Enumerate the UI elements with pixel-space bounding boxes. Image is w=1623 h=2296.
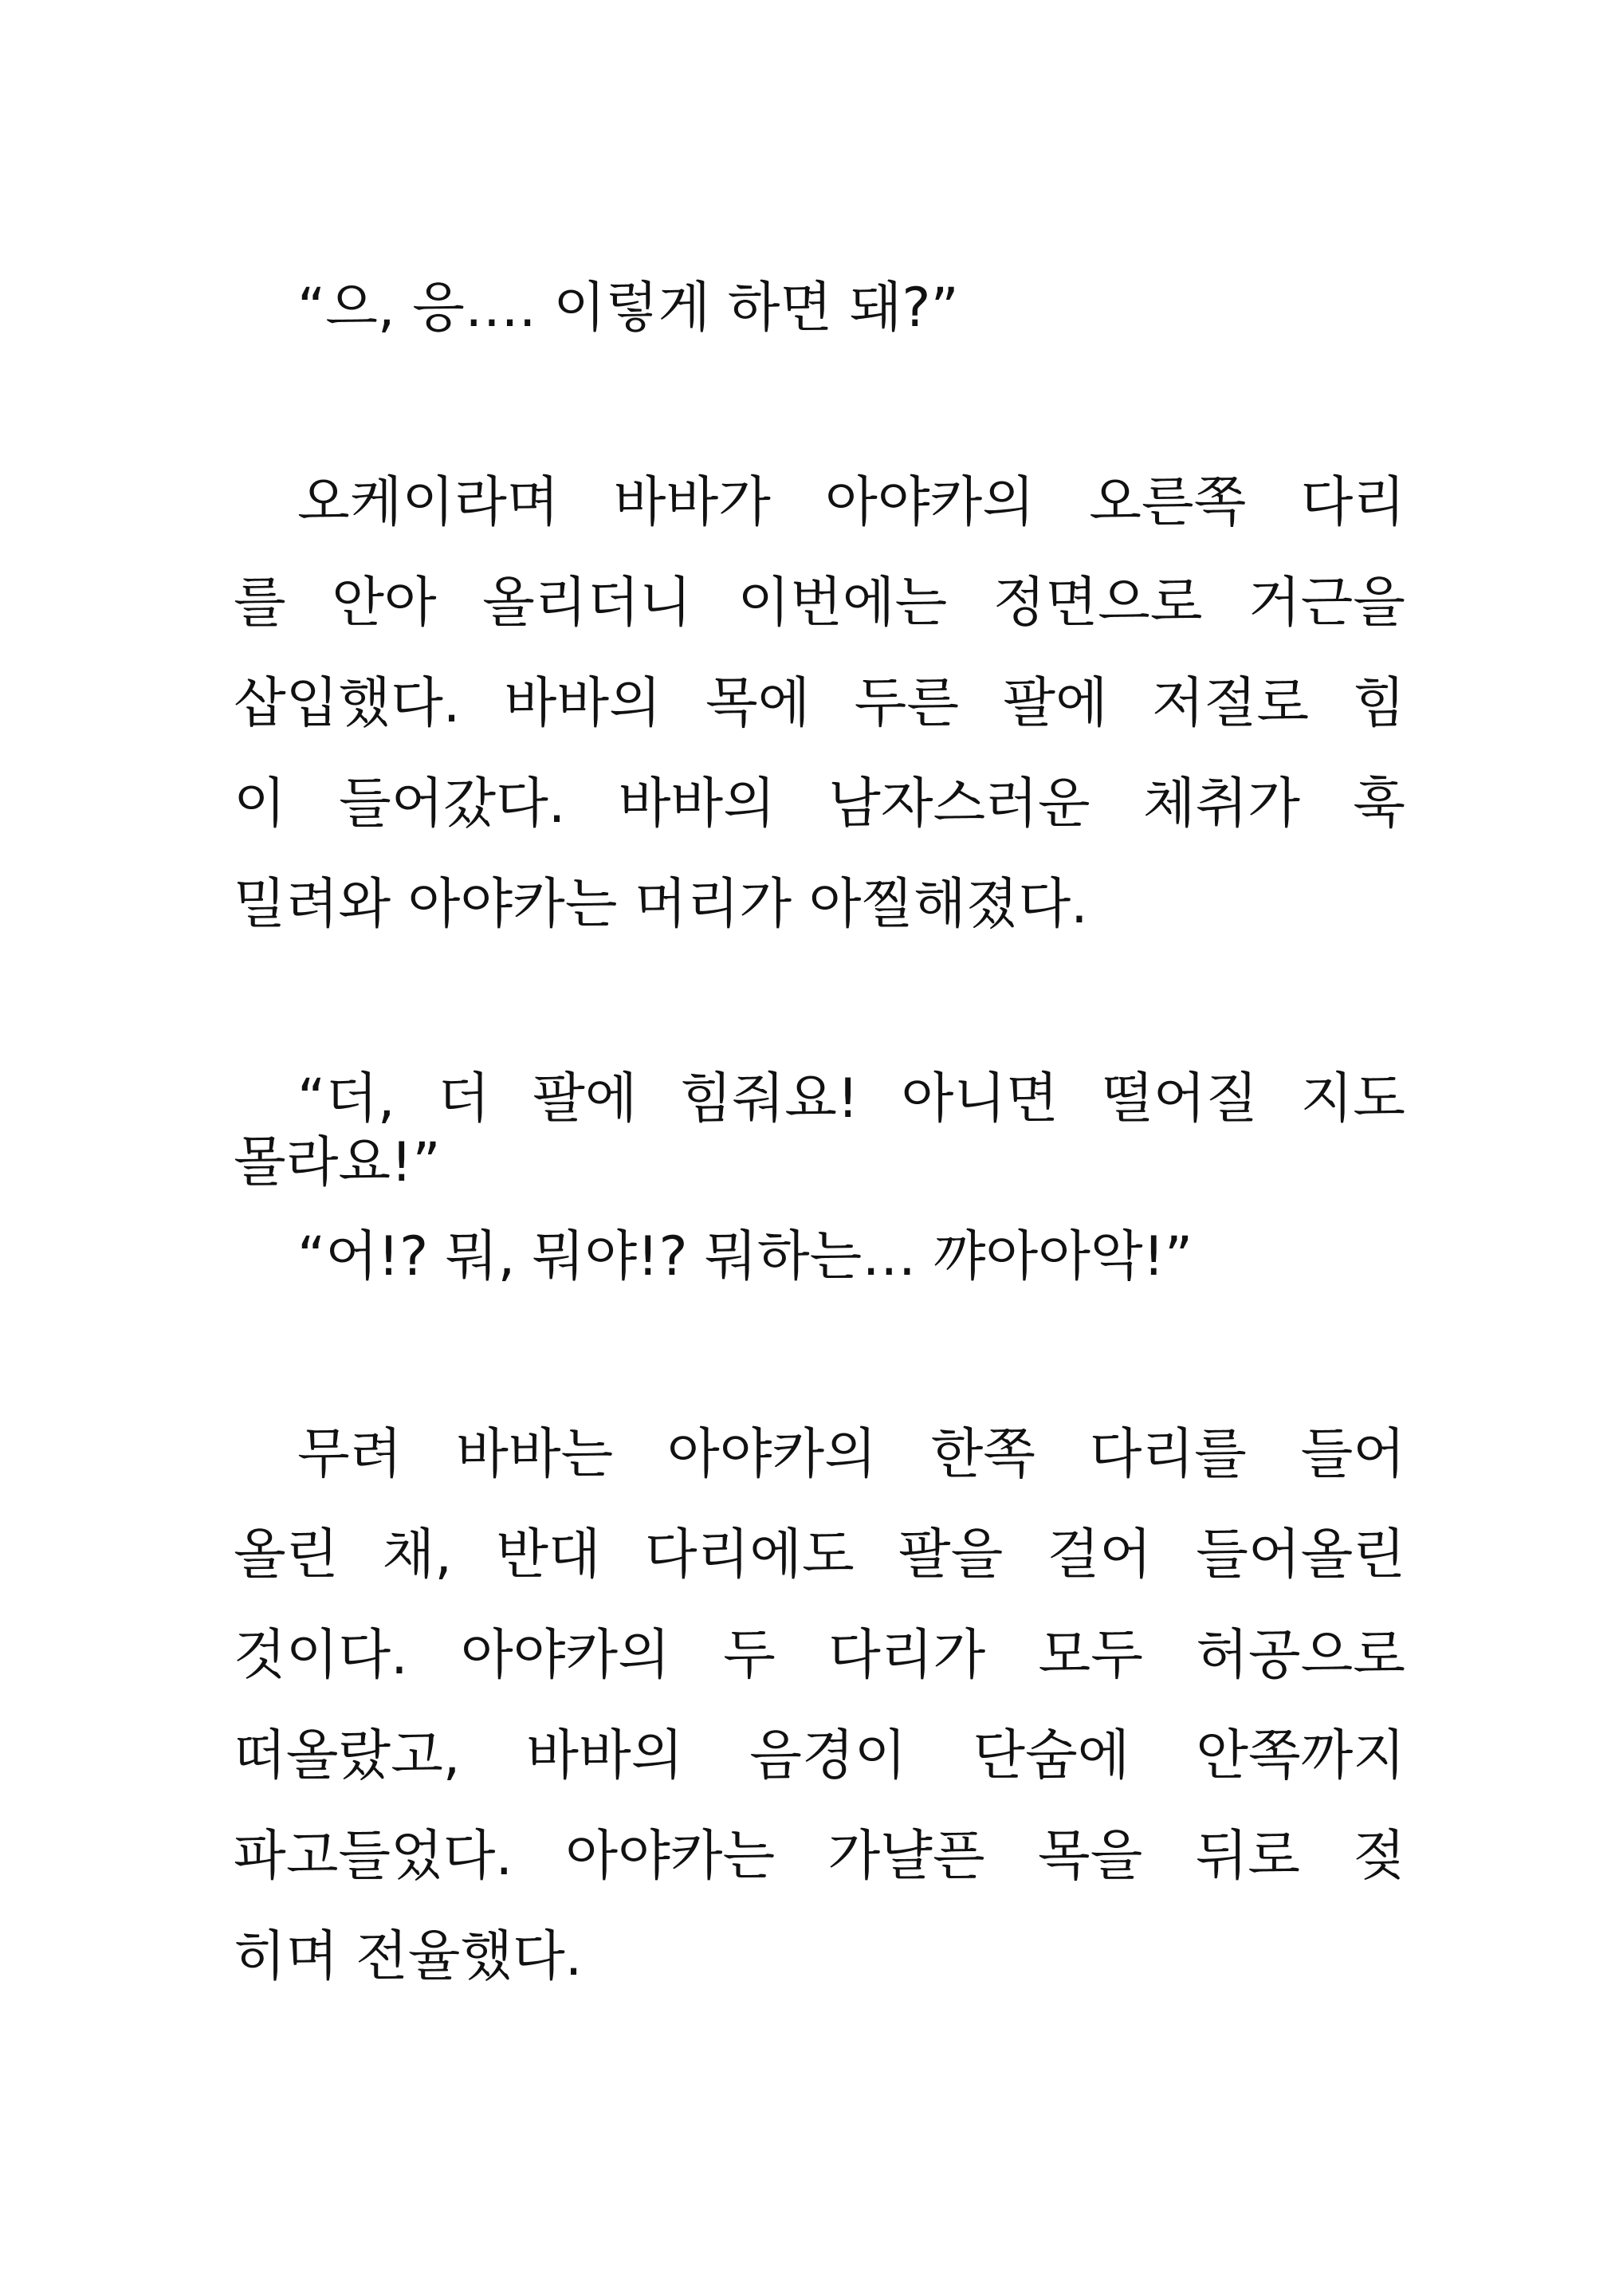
- body-text-line: 무려 바바는 아야카의 한쪽 다리를 들어: [297, 1423, 1405, 1486]
- body-text-line: 삽입했다. 바바의 목에 두른 팔에 저절로 힘: [234, 672, 1405, 735]
- body-text-line: 떠올랐고, 바바의 음경이 단숨에 안쪽까지: [234, 1724, 1405, 1787]
- dialogue-line: “더, 더 팔에 힘줘요! 아니면 떨어질 지도: [297, 1067, 1405, 1130]
- body-text-line: 히며 전율했다.: [234, 1925, 583, 1988]
- body-text-line: 를 안아 올리더니 이번에는 정면으로 거근을: [234, 572, 1405, 635]
- body-text-line: 오케이라며 바바가 아야카의 오른쪽 다리: [297, 471, 1405, 534]
- dialogue-line: “어!? 뭐, 뭐야!? 뭐하는… 꺄아아악!”: [297, 1225, 1193, 1288]
- body-text-line: 이 들어갔다. 바바의 남자스러운 체취가 훅: [234, 773, 1405, 835]
- body-text-line: 밀려와 아야카는 머리가 아찔해졌다.: [234, 873, 1088, 936]
- body-text-line: 것이다. 아야카의 두 다리가 모두 허공으로: [234, 1624, 1405, 1687]
- body-text-line: 파고들었다. 아야카는 가냘픈 목을 뒤로 젖: [234, 1825, 1405, 1888]
- dialogue-line: 몰라요!”: [234, 1131, 441, 1194]
- body-text-line: 올린 채, 반대 다리에도 팔을 걸어 들어올린: [234, 1523, 1405, 1586]
- dialogue-line: “으, 응…. 이렇게 하면 돼?”: [297, 277, 959, 340]
